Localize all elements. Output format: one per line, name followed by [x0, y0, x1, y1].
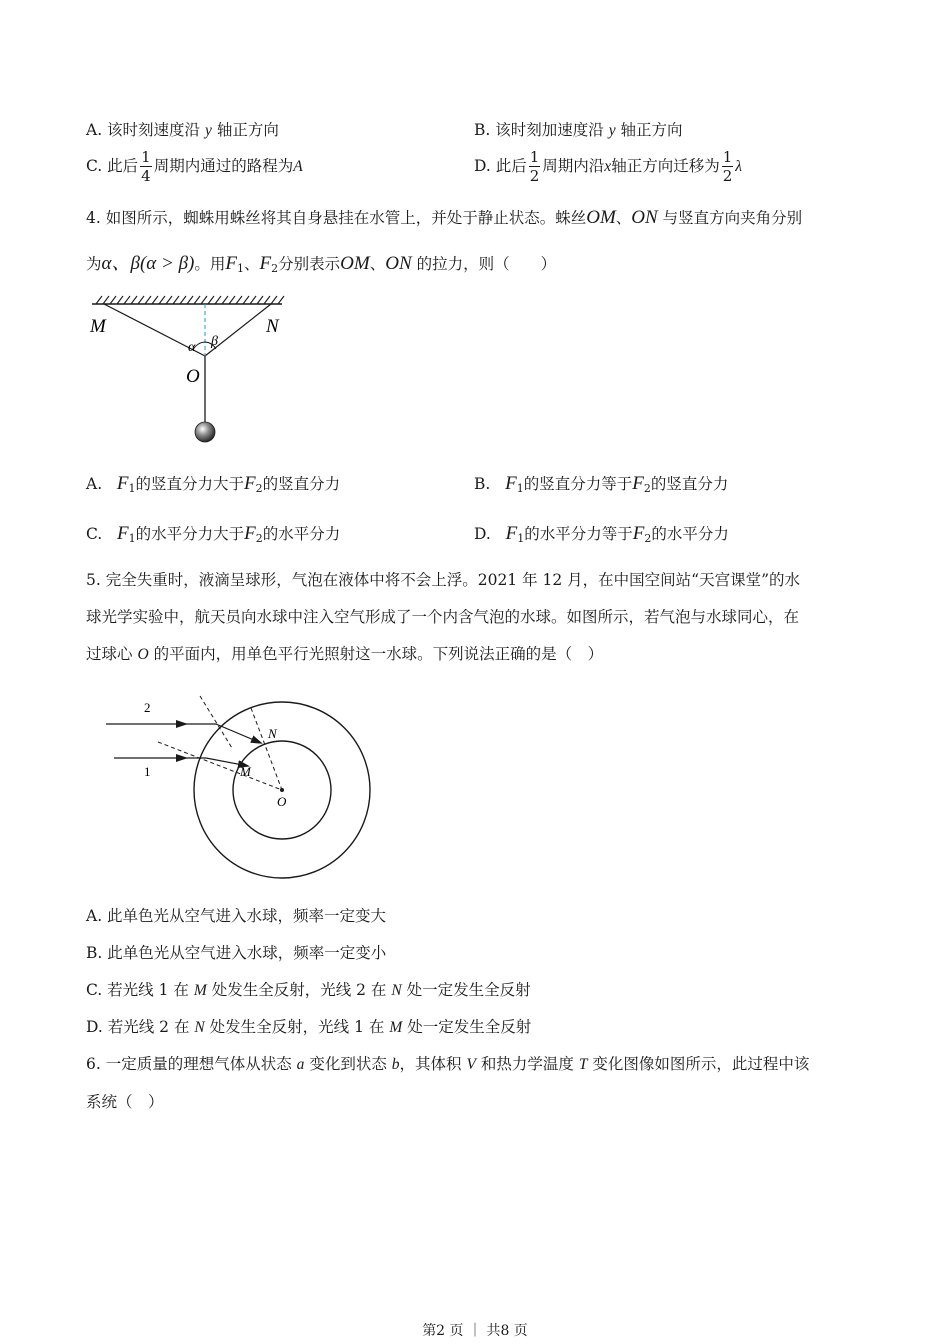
hatch-mark [215, 296, 221, 304]
q5-option-b: B. 此单色光从空气进入水球，频率一定变小 [86, 944, 387, 962]
q5-stem-line2: 球光学实验中，航天员向水球中注入空气形成了一个内含气泡的水球。如图所示，若气泡与水球同心，在 [86, 608, 800, 626]
q3-option-d: D. 此后 $\frac{1}{2}$ 周期内沿x轴正方向迁移为 $\frac{1}{2}$ λ [474, 148, 742, 185]
hatch-mark [257, 296, 263, 304]
hatch-mark [250, 296, 256, 304]
hatch-mark [180, 296, 186, 304]
q3-option-b: B. 该时刻加速度沿 y 轴正方向 [474, 121, 683, 139]
label-o: O [277, 794, 287, 809]
hatch-mark [152, 296, 158, 304]
hatch-mark [110, 296, 116, 304]
spider-ball [195, 422, 215, 442]
hatch-mark [173, 296, 179, 304]
hatch-mark [236, 296, 242, 304]
hatch-mark [117, 296, 123, 304]
q4-spider-figure [84, 292, 294, 452]
hatch-mark [138, 296, 144, 304]
q4-stem-line1: 4. 如图所示，蜘蛛用蛛丝将其自身悬挂在水管上，并处于静止状态。蛛丝OM、ON 与竖直方向夹角分别 [86, 207, 803, 228]
q4-option-b: B. $F_1$的竖直分力等于$F_2$的竖直分力 [474, 473, 729, 495]
fraction-quarter: $\frac{1}{4}$ [141, 148, 151, 185]
label-n: N [266, 316, 279, 337]
q5-option-d: D. 若光线 2 在 N 处发生全反射，光线 1 在 M 处一定发生全反射 [86, 1018, 532, 1036]
hatch-mark [159, 296, 165, 304]
q5-option-c: C. 若光线 1 在 M 处发生全反射，光线 2 在 N 处一定发生全反射 [86, 981, 531, 999]
q5-stem-line3: 过球心 O 的平面内，用单色平行光照射这一水球。下列说法正确的是（ ） [86, 645, 604, 663]
q4-stem-line2: 为α、β(α > β)。用$F_1$、$F_2$分别表示OM、ON 的拉力，则（ ） [86, 253, 557, 275]
label-alpha: α [188, 340, 196, 355]
hatch-mark [208, 296, 214, 304]
q4-option-d: D. $F_1$的水平分力等于$F_2$的水平分力 [474, 523, 729, 545]
label-m: M [90, 316, 106, 337]
hatch-mark [145, 296, 151, 304]
label-n: N [268, 726, 277, 741]
hatch-mark [264, 296, 270, 304]
hatch-mark [194, 296, 200, 304]
q3-option-a: A. 该时刻速度沿 y 轴正方向 [86, 121, 279, 139]
label-ray-2: 2 [144, 700, 151, 715]
q5-stem-line1: 5. 完全失重时，液滴呈球形，气泡在液体中将不会上浮。2021 年 12 月，在中国空间站“天宫课堂”的水 [86, 571, 801, 589]
hatch-mark [166, 296, 172, 304]
hatch-mark [278, 296, 284, 304]
q6-stem-line2: 系统（ ） [86, 1093, 164, 1111]
fraction-half-2: $\frac{1}{2}$ [722, 148, 733, 185]
pipe-hatching [96, 296, 284, 304]
hatch-mark [222, 296, 228, 304]
label-o: O [186, 366, 200, 387]
hatch-mark [131, 296, 137, 304]
label-ray-1: 1 [144, 764, 151, 779]
q5-water-ball-figure [96, 690, 386, 880]
page-footer: 第2 页 ｜ 共8 页 [422, 1323, 528, 1339]
label-m: M [240, 764, 251, 779]
hatch-mark [103, 296, 109, 304]
hatch-mark [271, 296, 277, 304]
q4-option-a: A. $F_1$的竖直分力大于$F_2$的竖直分力 [86, 473, 341, 495]
hatch-mark [96, 296, 102, 304]
hatch-mark [243, 296, 249, 304]
label-beta: β [211, 334, 218, 349]
hatch-mark [201, 296, 207, 304]
hatch-mark [187, 296, 193, 304]
hatch-mark [229, 296, 235, 304]
fraction-half: $\frac{1}{2}$ [529, 148, 540, 185]
q5-option-a: A. 此单色光从空气进入水球，频率一定变大 [86, 907, 387, 925]
q6-stem-line1: 6. 一定质量的理想气体从状态 a 变化到状态 b，其体积 V 和热力学温度 T 变化图像如图所示，此过程中该 [86, 1055, 810, 1073]
q4-option-c: C. $F_1$的水平分力大于$F_2$的水平分力 [86, 523, 341, 545]
normal-dashed-1 [158, 742, 282, 790]
hatch-mark [124, 296, 130, 304]
q3-option-c: C. 此后 $\frac{1}{4}$ 周期内通过的路程为A [86, 148, 303, 185]
